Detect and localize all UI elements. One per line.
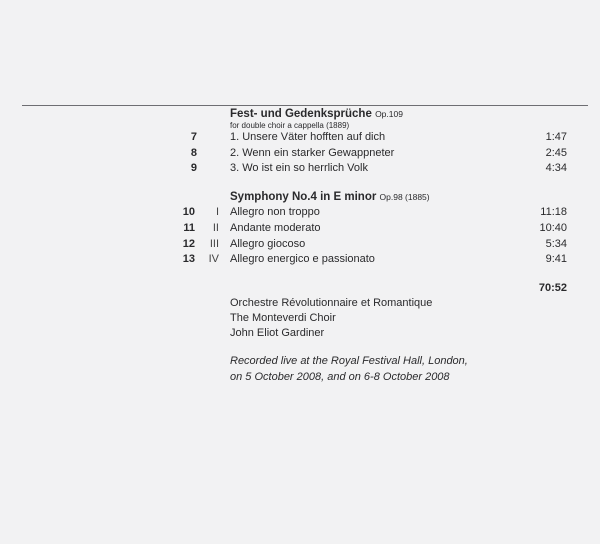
track-title: Allegro energico e passionato <box>230 253 375 265</box>
track-duration: 10:40 <box>539 222 567 234</box>
track-duration: 4:34 <box>545 162 567 174</box>
track-duration: 5:34 <box>545 238 567 250</box>
track-number: 10 <box>182 206 195 218</box>
track-number: 13 <box>182 253 195 265</box>
track-number: 11 <box>183 222 195 234</box>
performer-conductor: John Eliot Gardiner <box>230 327 325 339</box>
track-number: 12 <box>182 238 195 250</box>
track-duration: 2:45 <box>545 147 567 159</box>
track-duration: 11:18 <box>540 206 567 218</box>
recording-note-line1: Recorded live at the Royal Festival Hall, London, <box>230 355 468 367</box>
track-number: 7 <box>190 131 197 143</box>
movement-numeral: IV <box>208 253 219 265</box>
work1-title: Fest- und Gedenksprüche <box>230 108 372 120</box>
movement-numeral: I <box>215 206 219 218</box>
track-duration: 9:41 <box>545 253 567 265</box>
track-title: Andante moderato <box>230 222 321 234</box>
track-title: Allegro giocoso <box>230 238 306 250</box>
work2-heading <box>230 190 430 204</box>
performer-orchestra: Orchestre Révolutionnaire et Romantique <box>230 297 433 309</box>
performer-choir: The Monteverdi Choir <box>230 312 336 324</box>
track-title: 1. Unsere Väter hofften auf dich <box>230 131 386 143</box>
track-title: 2. Wenn ein starker Gewappneter <box>230 147 395 159</box>
total-duration: 70:52 <box>538 282 567 294</box>
track-duration: 1:47 <box>545 131 567 143</box>
work2-title: Symphony No.4 in E minor <box>230 191 377 203</box>
recording-note-line2: on 5 October 2008, and on 6-8 October 2008 <box>230 371 450 383</box>
track-number: 8 <box>190 147 197 159</box>
movement-numeral: III <box>209 238 219 250</box>
work2-opus: Op.98 (1885) <box>379 192 430 202</box>
work1-opus: Op.109 <box>375 109 403 119</box>
track-title: Allegro non troppo <box>230 206 320 218</box>
work1-subtitle: for double choir a cappella (1889) <box>230 121 350 130</box>
track-title: 3. Wo ist ein so herrlich Volk <box>230 162 368 174</box>
movement-numeral: II <box>212 222 219 234</box>
horizontal-rule <box>22 105 588 106</box>
track-number: 9 <box>190 162 197 174</box>
